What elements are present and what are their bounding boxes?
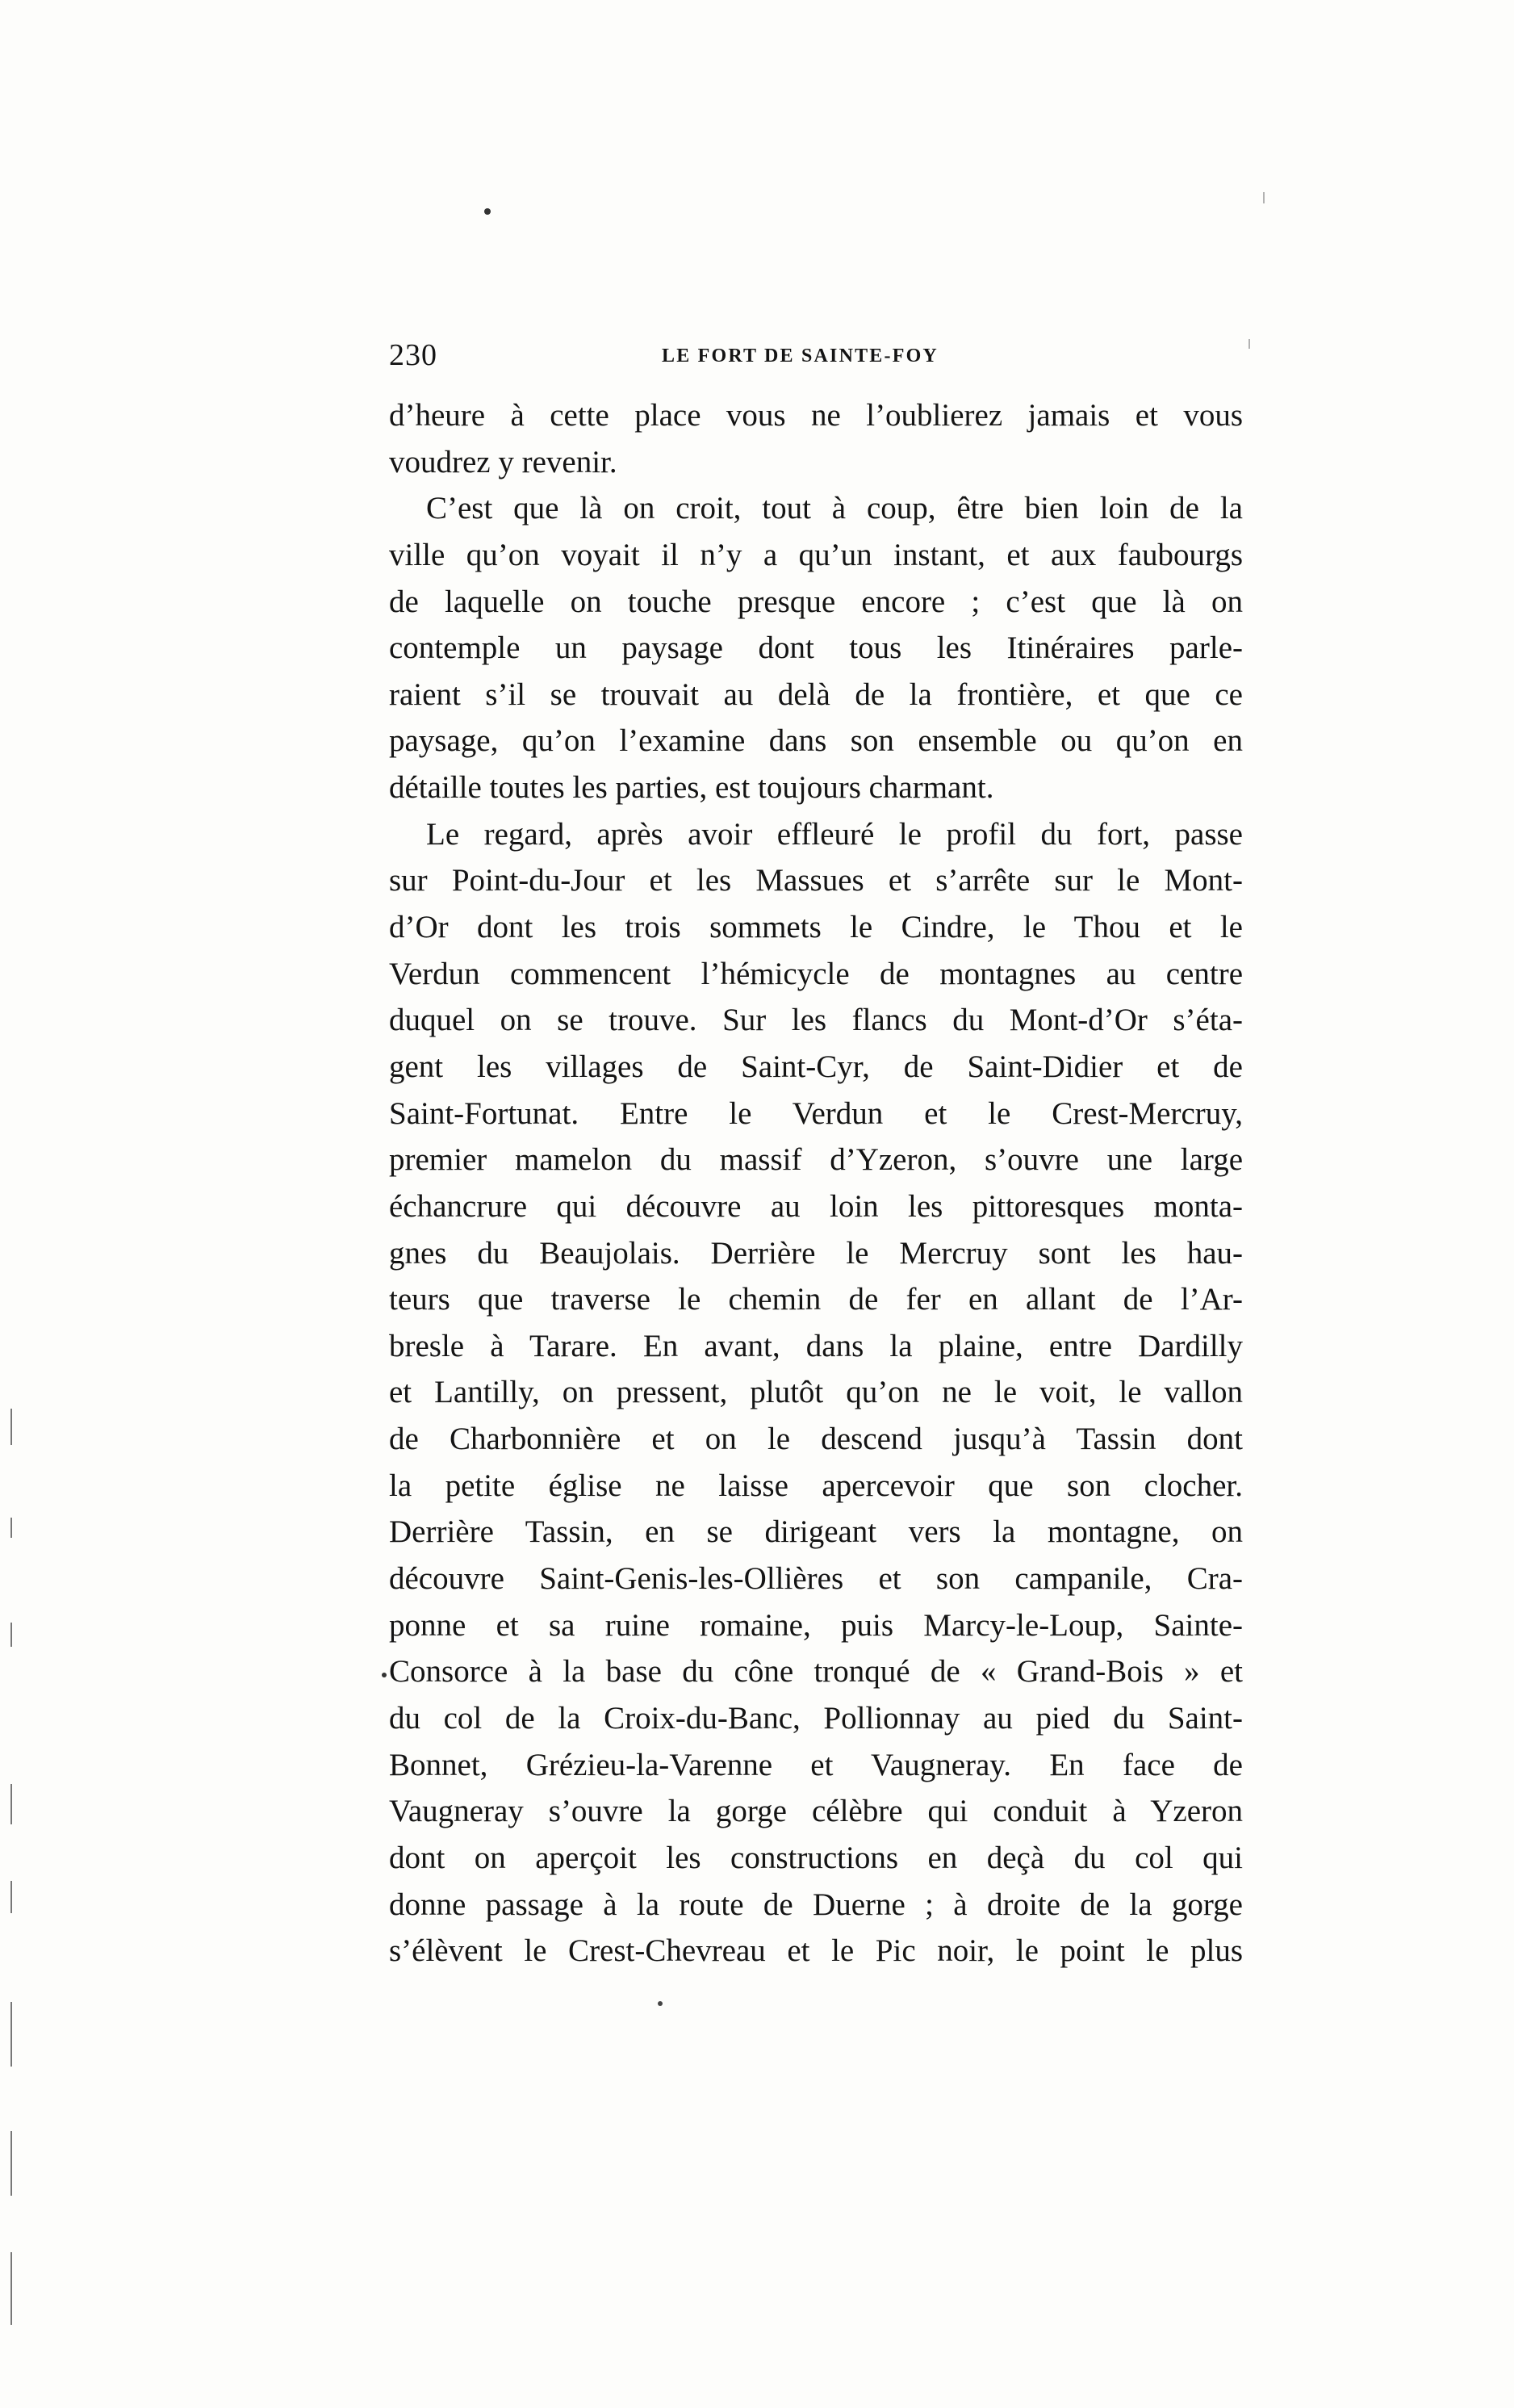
text-line: gent les villages de Saint-Cyr, de Saint-Didier et de — [389, 1049, 1243, 1084]
text-line: Consorce à la base du cône tronqué de « Grand-Bois » et — [389, 1654, 1243, 1690]
text-line: premier mamelon du massif d’Yzeron, s’ouvre une large — [389, 1142, 1243, 1178]
text-line: teurs que traverse le chemin de fer en allant de l’Ar- — [389, 1282, 1243, 1317]
text-line: gnes du Beaujolais. Derrière le Mercruy sont les hau- — [389, 1235, 1243, 1271]
text-line: Verdun commencent l’hémicycle de montagnes au centre — [389, 956, 1243, 991]
text-line: bresle à Tarare. En avant, dans la plaine, entre Dardilly — [389, 1328, 1243, 1363]
text-line: C’est que là on croit, tout à coup, être bien loin de la — [426, 491, 1243, 526]
text-line: paysage, qu’on l’examine dans son ensemble ou qu’on en — [389, 723, 1243, 759]
text-line: découvre Saint-Genis-les-Ollières et son campanile, Cra- — [389, 1561, 1243, 1597]
text-line: de Charbonnière et on le descend jusqu’à Tassin dont — [389, 1422, 1243, 1457]
text-line: de laquelle on touche presque encore ; c’est que là on — [389, 584, 1243, 619]
text-line: Le regard, après avoir effleuré le profil du fort, passe — [426, 816, 1243, 852]
text-line: et Lantilly, on pressent, plutôt qu’on ne le voit, le vallon — [389, 1375, 1243, 1410]
text-line: sur Point-du-Jour et les Massues et s’arrête sur le Mont- — [389, 863, 1243, 898]
ink-speck — [484, 208, 491, 215]
text-line: dont on aperçoit les constructions en deçà du col qui — [389, 1840, 1243, 1875]
text-line: Bonnet, Grézieu-la-Varenne et Vaugneray. En face de — [389, 1747, 1243, 1782]
text-line: donne passage à la route de Duerne ; à droite de la gorge — [389, 1887, 1243, 1922]
text-line: Derrière Tassin, en se dirigeant vers la montagne, on — [389, 1514, 1243, 1550]
text-line: Saint-Fortunat. Entre le Verdun et le Crest-Mercruy, — [389, 1095, 1243, 1131]
ink-speck — [382, 1673, 387, 1677]
text-line: ville qu’on voyait il n’y a qu’un instant, et aux faubourgs — [389, 537, 1243, 572]
body-text — [389, 392, 1243, 2007]
text-line: ponne et sa ruine romaine, puis Marcy-le-Loup, Sainte- — [389, 1607, 1243, 1643]
text-line: duquel on se trouve. Sur les flancs du Mont-d’Or s’éta- — [389, 1003, 1243, 1038]
running-head: LE FORT DE SAINTE-FOY — [662, 345, 939, 366]
text-line: contemple un paysage dont tous les Itinéraires parle- — [389, 630, 1243, 666]
page-number: 230 — [389, 338, 437, 372]
page-header — [389, 337, 1244, 378]
text-line: la petite église ne laisse apercevoir que son clocher. — [389, 1468, 1243, 1503]
text-line: Vaugneray s’ouvre la gorge célèbre qui conduit à Yzeron — [389, 1794, 1243, 1829]
text-line: échancrure qui découvre au loin les pittoresques monta- — [389, 1188, 1243, 1224]
text-line: raient s’il se trouvait au delà de la frontière, et que ce — [389, 676, 1243, 712]
text-line: d’heure à cette place vous ne l’oublierez jamais et vous — [389, 398, 1243, 433]
text-line: d’Or dont les trois sommets le Cindre, le Thou et le — [389, 910, 1243, 945]
text-line: détaille toutes les parties, est toujours charmant. — [389, 770, 994, 806]
text-line: du col de la Croix-du-Banc, Pollionnay au pied du Saint- — [389, 1700, 1243, 1736]
text-line: s’élèvent le Crest-Chevreau et le Pic noir, le point le plus — [389, 1933, 1243, 1969]
text-line: voudrez y revenir. — [389, 444, 617, 480]
